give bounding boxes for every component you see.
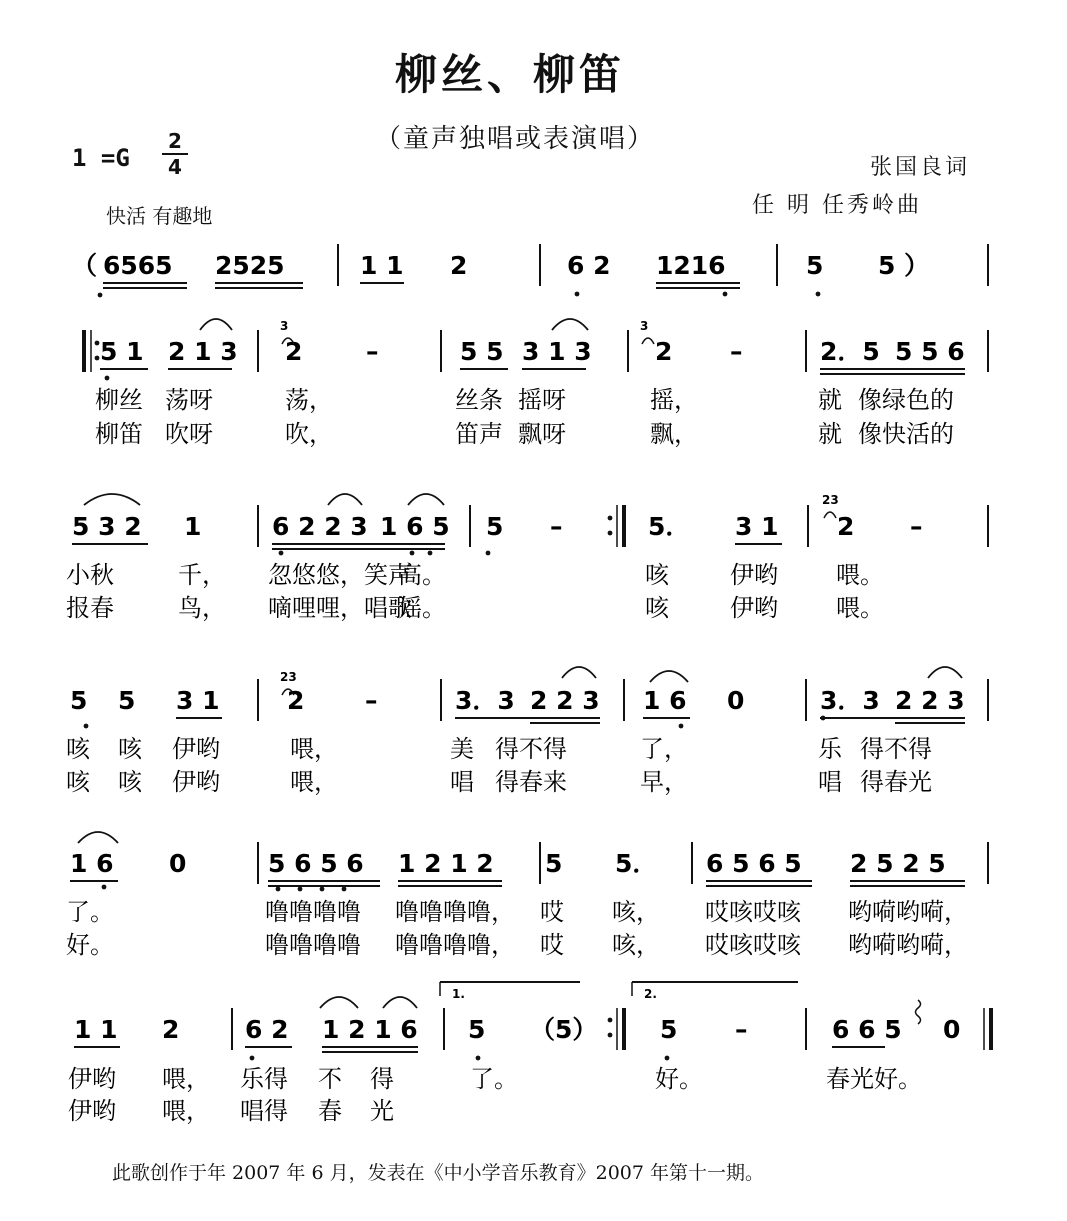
octave-dot-14 (250, 1056, 255, 1061)
note-s0-4: 2 (450, 251, 468, 280)
repeat-end-dot-top-s2 (608, 516, 613, 521)
lyric-s4-v1-2: 噜噜噜噜， (395, 898, 515, 926)
lyric-s5-v1-3: 不 (318, 1065, 342, 1093)
lyric-s5-v2-0: 伊哟 (68, 1097, 116, 1125)
lyric-s5-v1-6: 好。 (655, 1065, 703, 1093)
note-s0-0: （ (72, 251, 98, 280)
lyric-s1-v1-6: 就 (818, 386, 842, 414)
note-s1-7: – (730, 337, 743, 366)
lyric-s1-v1-0: 柳丝 (95, 386, 143, 414)
lyric-s2-v2-6: 喂。 (836, 594, 884, 622)
lyric-s5-v1-1: 喂， (162, 1065, 210, 1093)
note-s2-9: – (910, 512, 923, 541)
lyric-s3-v2-7: 唱 (818, 768, 842, 796)
slur-5 (562, 667, 596, 678)
lyric-s3-v2-0: 咳 (66, 768, 90, 796)
lyric-s5-v1-2: 乐得 (240, 1065, 288, 1093)
lyric-s3-v1-4: 美 (450, 735, 474, 763)
lyric-s2-v2-0: 报春 (66, 594, 114, 622)
note-s3-10: 2 2 3 (895, 686, 965, 715)
lyric-s5-v2-4: 光 (370, 1097, 394, 1125)
note-s5-7: – (735, 1015, 748, 1044)
note-s2-4: 5 (486, 512, 504, 541)
composer-credit: 任 明 任秀岭曲 (752, 193, 922, 218)
note-s0-7: 5 (806, 251, 824, 280)
octave-dot-7 (276, 887, 281, 892)
grace-tie-2 (824, 512, 836, 518)
lyric-s4-v1-5: 哎咳哎咳 (705, 898, 801, 926)
repeat-start-dot-top (95, 341, 100, 346)
lyric-s3-v1-0: 咳 (66, 735, 90, 763)
note-s3-7: 1 6 (643, 686, 687, 715)
repeat-end-dot-bottom-s2 (608, 531, 613, 536)
song-title: 柳丝、柳笛 (394, 50, 625, 99)
octave-dot-18 (821, 716, 826, 721)
note-s2-2: 6 2 2 3 (272, 512, 368, 541)
note-s4-4: 5 (545, 849, 563, 878)
octave-dot-1 (723, 292, 728, 297)
note-s5-9: 0 (943, 1015, 961, 1044)
lyric-s4-v2-2: 噜噜噜噜， (395, 931, 515, 959)
slur-3 (328, 494, 362, 505)
note-s2-6: 5． (648, 512, 691, 541)
publication-note: 此歌创作于年 2007 年 6 月，发表在《中小学音乐教育》2007 年第十一期。 (112, 1162, 764, 1184)
lyric-s5-v1-4: 得 (370, 1065, 394, 1093)
octave-dot-2 (816, 292, 821, 297)
octave-dot-extra (98, 293, 103, 298)
note-s5-8: 6 6 5 (832, 1015, 902, 1044)
lyric-s4-v1-4: 咳， (612, 898, 660, 926)
octave-dot-10 (342, 887, 347, 892)
lyric-s3-v2-6: 早， (640, 768, 688, 796)
grace-note-2: 23 (822, 493, 839, 507)
note-s4-0: 1 6 (70, 849, 114, 878)
note-s0-6: 1216 (656, 251, 726, 280)
lyric-s4-v2-3: 哎 (540, 931, 564, 959)
slur-0 (200, 319, 232, 330)
note-s5-3: 1 2 1 6 (322, 1015, 418, 1044)
lyric-s4-v2-1: 噜噜噜噜 (265, 931, 361, 959)
repeat-end-dot-bottom-s5 (608, 1033, 613, 1038)
note-s1-8: 2．5 (820, 337, 880, 366)
note-s3-6: 2 2 3 (530, 686, 600, 715)
note-s4-6: 6 5 6 5 (706, 849, 802, 878)
lyric-s3-v2-8: 得春光 (860, 768, 932, 796)
note-s3-4: – (365, 686, 378, 715)
lyric-s1-v2-1: 吹呀 (165, 420, 213, 448)
note-s2-3: 1 6 5 (380, 512, 450, 541)
note-s0-8: 5 ） (878, 251, 930, 280)
note-s1-2: 2 (285, 337, 303, 366)
note-s3-8: 0 (727, 686, 745, 715)
lyric-s2-v1-0: 小秋 (66, 561, 114, 589)
slur-9 (320, 997, 358, 1008)
lyric-s3-v1-8: 得不得 (860, 735, 932, 763)
note-s4-3: 1 2 1 2 (398, 849, 494, 878)
note-s3-0: 5 (70, 686, 88, 715)
lyric-s1-v2-5: 飘， (650, 420, 698, 448)
lyric-s3-v1-3: 喂， (290, 735, 338, 763)
note-s3-1: 5 (118, 686, 136, 715)
volta-label-1: 2. (644, 987, 657, 1001)
lyric-s1-v2-7: 像快活的 (858, 420, 954, 448)
note-s4-2: 5 6 5 6 (268, 849, 364, 878)
lyric-s3-v2-5: 得春来 (495, 768, 567, 796)
lyric-s1-v1-4: 摇呀 (518, 386, 566, 414)
lyric-s4-v1-6: 哟嗬哟嗬， (848, 898, 968, 926)
lyric-s2-v2-1: 鸟， (178, 594, 226, 622)
octave-dot-8 (298, 887, 303, 892)
slur-6 (650, 671, 688, 682)
lyric-s1-v2-4: 飘呀 (518, 420, 566, 448)
note-s3-5: 3．3 (455, 686, 515, 715)
note-s3-2: 3 1 (176, 686, 220, 715)
octave-dot-12 (679, 724, 684, 729)
lyric-s4-v2-0: 好。 (66, 931, 114, 959)
slur-4 (408, 494, 444, 505)
note-s2-0: 5 3 2 (72, 512, 142, 541)
lyric-s2-v2-5: 伊哟 (730, 594, 778, 622)
lyric-s3-v1-2: 伊哟 (172, 735, 220, 763)
lyric-s5-v2-3: 春 (318, 1097, 342, 1125)
octave-dot-9 (320, 887, 325, 892)
note-s4-1: 0 (169, 849, 187, 878)
lyric-s1-v1-1: 荡呀 (165, 386, 213, 414)
lyric-s3-v2-2: 伊哟 (172, 768, 220, 796)
lyric-s1-v2-6: 就 (818, 420, 842, 448)
octave-dot-5 (410, 551, 415, 556)
slur-2 (84, 494, 140, 505)
note-s5-5: （5） (530, 1015, 598, 1044)
key-signature: 1 =G (72, 144, 130, 172)
note-s1-4: 5 5 (460, 337, 504, 366)
lyric-s1-v2-2: 吹， (285, 420, 333, 448)
note-s3-9: 3．3 (820, 686, 880, 715)
grace-note-0: 3 (280, 319, 289, 333)
lyric-s4-v1-0: 了。 (66, 898, 114, 926)
lyricist-credit: 张国良词 (870, 155, 971, 180)
repeat-start-dot-bottom (95, 356, 100, 361)
lyric-s3-v2-1: 咳 (118, 768, 142, 796)
octave-dot-15 (476, 1056, 481, 1061)
note-s1-6: 2 (655, 337, 673, 366)
song-subtitle: （童声独唱或表演唱） (374, 124, 655, 154)
note-s1-5: 3 1 3 (522, 337, 592, 366)
lyric-s1-v2-0: 柳笛 (95, 420, 143, 448)
lyric-s2-v1-5: 伊哟 (730, 561, 778, 589)
note-s1-9: 5 5 6 (895, 337, 965, 366)
slur-1 (552, 319, 588, 330)
note-s3-3: 2 (287, 686, 305, 715)
lyric-s5-v2-2: 唱得 (240, 1097, 288, 1125)
slur-10 (383, 997, 417, 1008)
lyric-s3-v1-1: 咳 (118, 735, 142, 763)
lyric-s3-v1-7: 乐 (818, 735, 842, 763)
lyric-s2-v1-1: 千， (178, 561, 226, 589)
note-s1-3: – (366, 337, 379, 366)
lyric-s3-v1-5: 得不得 (495, 735, 567, 763)
octave-dot-3 (105, 376, 110, 381)
note-s2-7: 3 1 (735, 512, 779, 541)
note-s4-5: 5． (615, 849, 658, 878)
lyric-s1-v1-5: 摇， (650, 386, 698, 414)
octave-dot-11 (84, 724, 89, 729)
lyric-s1-v1-3: 丝条 (455, 386, 503, 414)
octave-dot-6 (428, 551, 433, 556)
note-s4-7: 2 5 2 5 (850, 849, 946, 878)
note-s5-1: 2 (162, 1015, 180, 1044)
tempo-marking: 快活 有趣地 (106, 204, 213, 228)
lyric-s4-v1-1: 噜噜噜噜 (265, 898, 361, 926)
volta-label-0: 1. (452, 987, 465, 1001)
lyric-s2-v2-4: 咳 (645, 594, 669, 622)
octave-dot-16 (665, 1056, 670, 1061)
lyric-s5-v1-7: 春光好。 (826, 1065, 922, 1093)
note-s5-2: 6 2 (245, 1015, 289, 1044)
lyric-s1-v2-3: 笛声 (455, 420, 503, 448)
note-s5-4: 5 (468, 1015, 486, 1044)
time-signature-bottom: 4 (168, 155, 182, 179)
lyric-s4-v2-4: 咳， (612, 931, 660, 959)
lyric-s4-v2-5: 哎咳哎咳 (705, 931, 801, 959)
note-s5-6: 5 (660, 1015, 678, 1044)
octave-dot-13 (102, 885, 107, 890)
lyric-s5-v1-5: 了。 (470, 1065, 518, 1093)
grace-tie-1 (642, 338, 654, 344)
lyric-s2-v2-2: 嘀哩哩，唱歌 (268, 594, 412, 622)
note-s0-2: 2525 (215, 251, 285, 280)
note-s1-0: 5 1 (100, 337, 144, 366)
slur-8 (78, 832, 118, 843)
lyric-s3-v2-4: 唱 (450, 768, 474, 796)
glissando-mark (916, 1000, 921, 1024)
note-s2-5: – (550, 512, 563, 541)
note-s0-5: 6 2 (567, 251, 611, 280)
lyric-s3-v1-6: 了， (640, 735, 688, 763)
lyric-s2-v1-4: 咳 (645, 561, 669, 589)
lyric-s5-v1-0: 伊哟 (68, 1065, 116, 1093)
lyric-s1-v1-7: 像绿色的 (858, 386, 954, 414)
lyric-s2-v1-2: 忽悠悠，笑声 (268, 561, 412, 589)
slur-7 (928, 667, 962, 678)
time-signature-top: 2 (168, 129, 182, 153)
octave-dot-0 (575, 292, 580, 297)
lyric-s4-v2-6: 哟嗬哟嗬， (848, 931, 968, 959)
lyric-s4-v1-3: 哎 (540, 898, 564, 926)
grace-note-3: 23 (280, 670, 297, 684)
lyric-s3-v2-3: 喂， (290, 768, 338, 796)
lyric-s1-v1-2: 荡， (285, 386, 333, 414)
lyric-s5-v2-1: 喂， (162, 1097, 210, 1125)
note-s2-1: 1 (184, 512, 202, 541)
note-s0-1: 6565 (103, 251, 173, 280)
note-s1-1: 2 1 3 (168, 337, 238, 366)
octave-dot-17 (486, 551, 491, 556)
grace-note-1: 3 (640, 319, 649, 333)
note-s0-3: 1 1 (360, 251, 404, 280)
lyric-s2-v1-3: 高。 (398, 561, 446, 589)
note-s5-0: 1 1 (74, 1015, 118, 1044)
note-s2-8: 2 (837, 512, 855, 541)
repeat-end-dot-top-s5 (608, 1018, 613, 1023)
lyric-s2-v1-6: 喂。 (836, 561, 884, 589)
octave-dot-4 (279, 551, 284, 556)
lyric-s2-v2-3: 谣。 (398, 594, 446, 622)
